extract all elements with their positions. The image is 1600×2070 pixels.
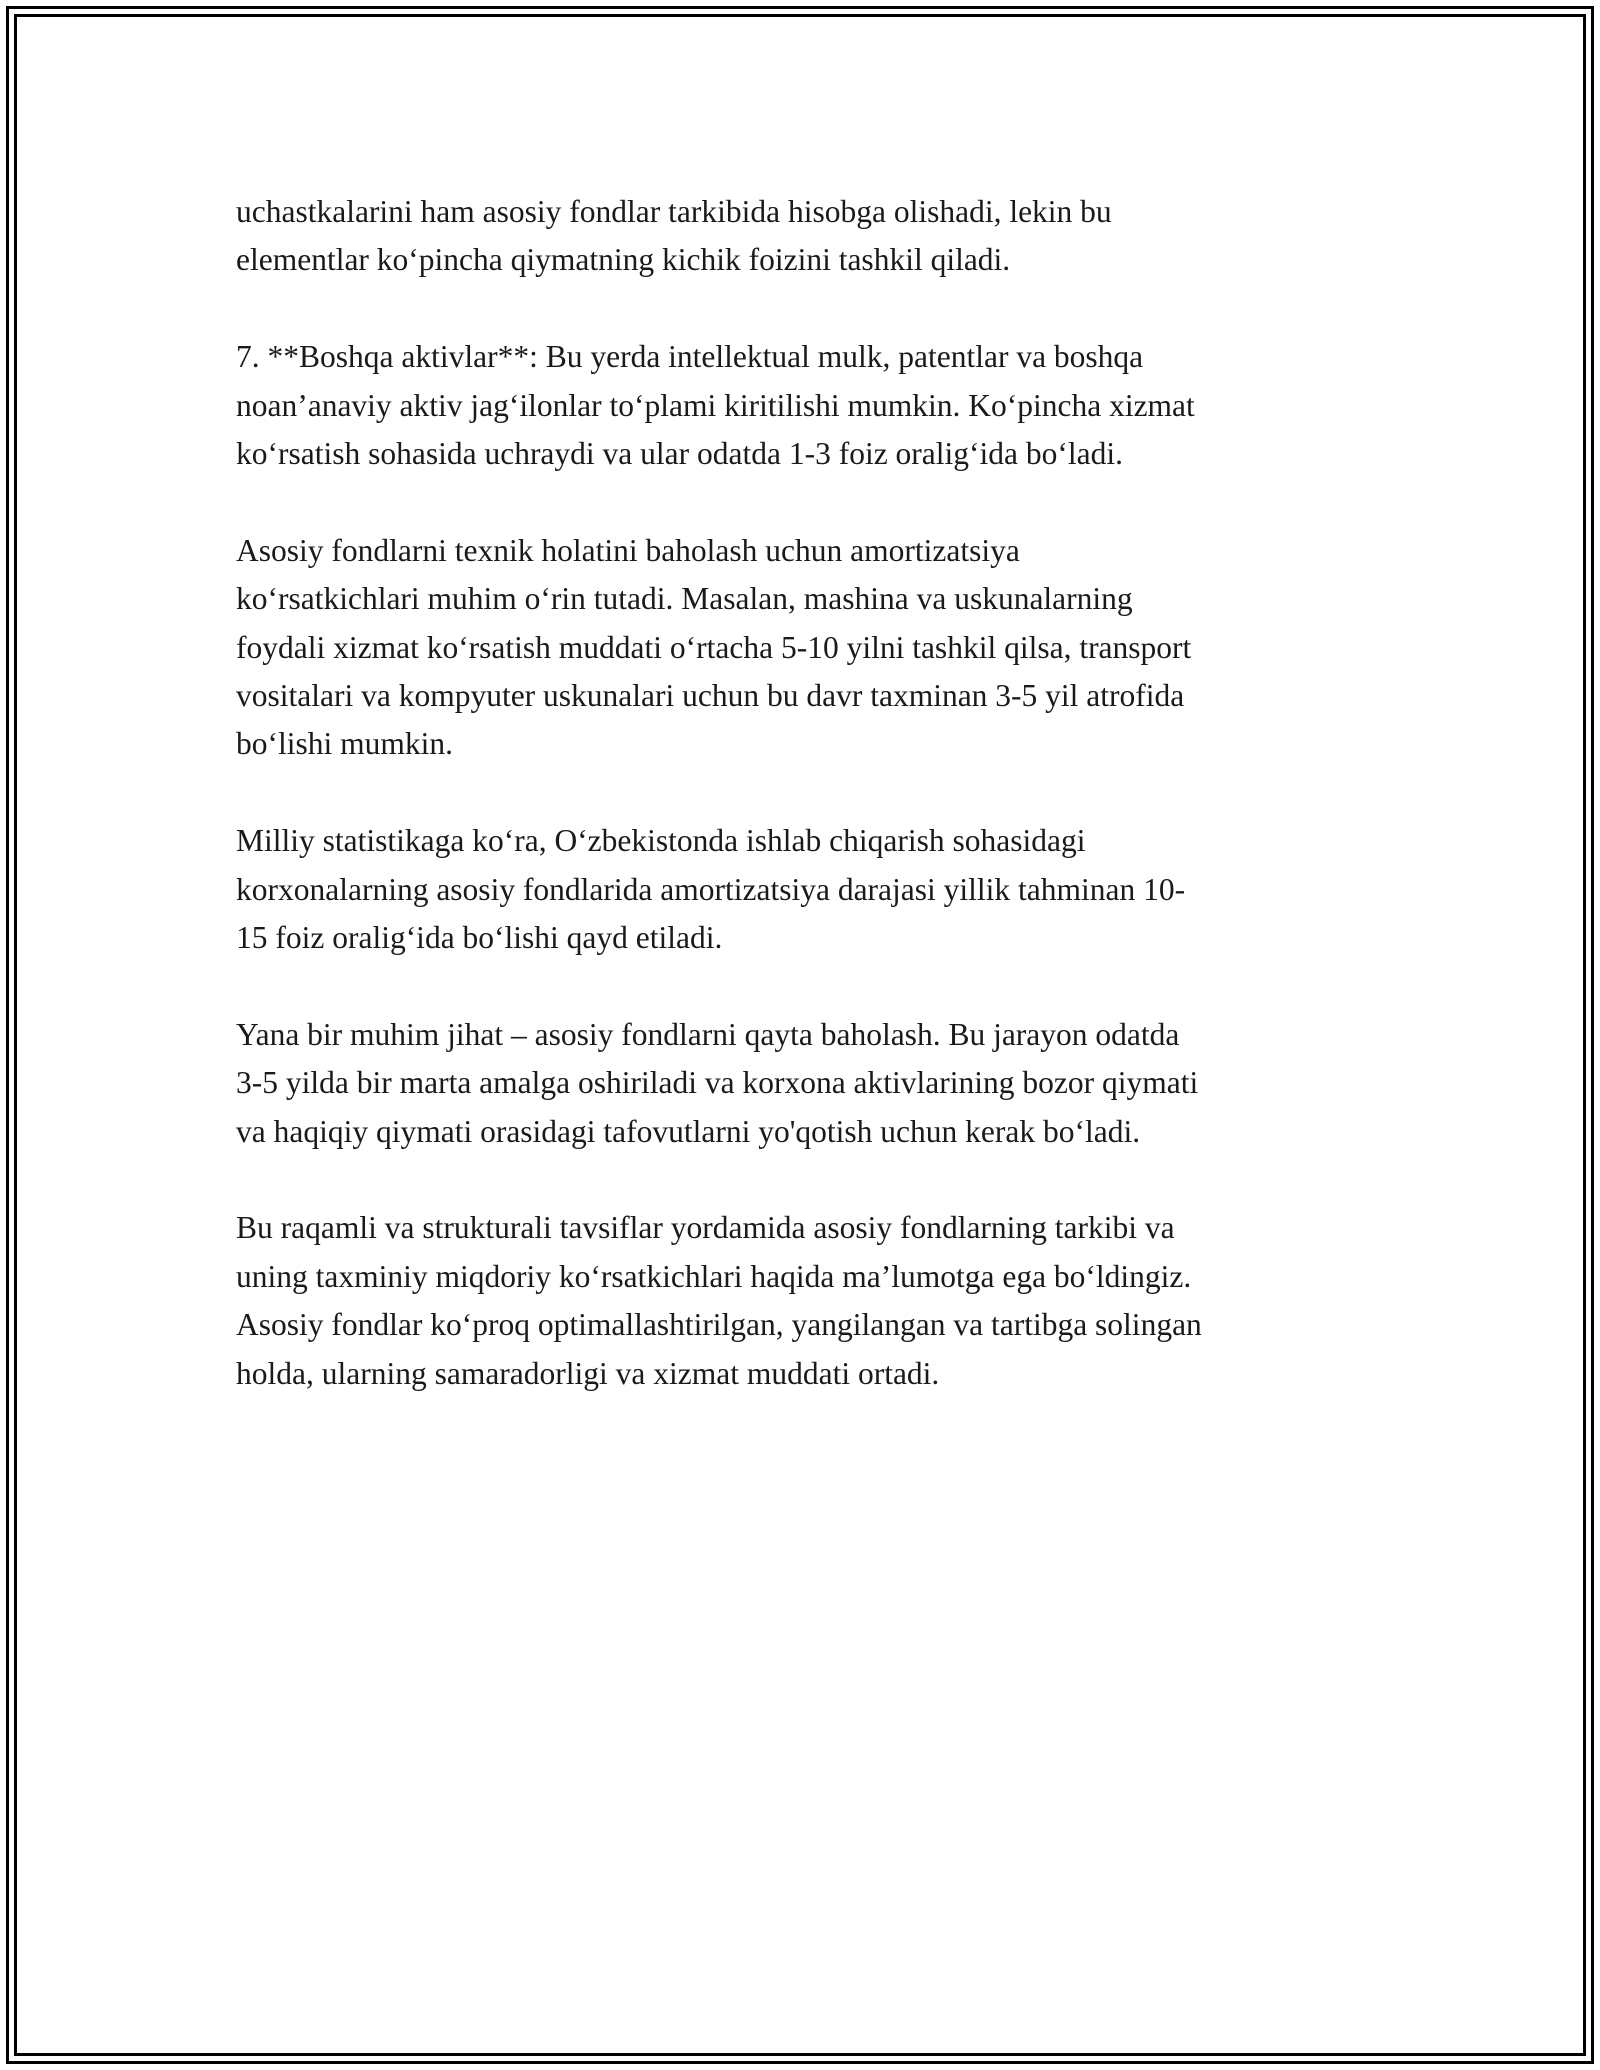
text-line: 3-5 yilda bir marta amalga oshiriladi va korxona aktivlarining bozor qiymati [236,1065,1199,1101]
text-line: Asosiy fondlar ko‘proq optimallashtirilgan, yangilangan va tartibga solingan [236,1307,1202,1343]
text-line: noan’anaviy aktiv jag‘ilonlar to‘plami kiritilishi mumkin. Ko‘pincha xizmat [236,387,1195,423]
text-line: va haqiqiy qiymati orasidagi tafovutlarni yo'qotish uchun kerak bo‘ladi. [236,1113,1141,1149]
text-line: 15 foiz oralig‘ida bo‘lishi qayd etiladi. [236,920,723,956]
paragraph [236,1011,1376,1156]
text-line: Bu raqamli va strukturali tavsiflar yordamida asosiy fondlarning tarkibi va [236,1210,1175,1246]
text-line: foydali xizmat ko‘rsatish muddati o‘rtacha 5-10 yilni tashkil qilsa, transport [236,629,1192,665]
text-line: korxonalarning asosiy fondlarida amortizatsiya darajasi yillik tahminan 10- [236,871,1186,907]
text-line: uning taxminiy miqdoriy ko‘rsatkichlari haqida ma’lumotga ega bo‘ldingiz. [236,1258,1192,1294]
text-line: vositalari va kompyuter uskunalari uchun bu davr taxminan 3-5 yil atrofida [236,678,1185,714]
text-line: Asosiy fondlarni texnik holatini baholash uchun amortizatsiya [236,532,1020,568]
paragraph [236,817,1376,962]
text-line: uchastkalarini ham asosiy fondlar tarkibida hisobga olishadi, lekin bu [236,194,1112,229]
paragraph [236,188,1376,285]
text-line: elementlar ko‘pincha qiymatning kichik foizini tashkil qiladi. [236,242,1011,278]
text-line: Yana bir muhim jihat – asosiy fondlarni qayta baholash. Bu jarayon odatda [236,1016,1180,1052]
document-body [236,188,1376,1446]
text-line: bo‘lishi mumkin. [236,726,454,762]
text-line: holda, ularning samaradorligi va xizmat muddati ortadi. [236,1355,940,1391]
text-line: Milliy statistikaga ko‘ra, O‘zbekistonda ishlab chiqarish sohasidagi [236,823,1086,859]
text-line: ko‘rsatish sohasida uchraydi va ular odatda 1-3 foiz oralig‘ida bo‘ladi. [236,436,1123,472]
paragraph [236,1204,1376,1398]
text-line: ko‘rsatkichlari muhim o‘rin tutadi. Masalan, mashina va uskunalarning [236,581,1133,617]
paragraph [236,527,1376,769]
text-line: 7. **Boshqa aktivlar**: Bu yerda intellektual mulk, patentlar va boshqa [236,339,1144,375]
paragraph [236,333,1376,478]
